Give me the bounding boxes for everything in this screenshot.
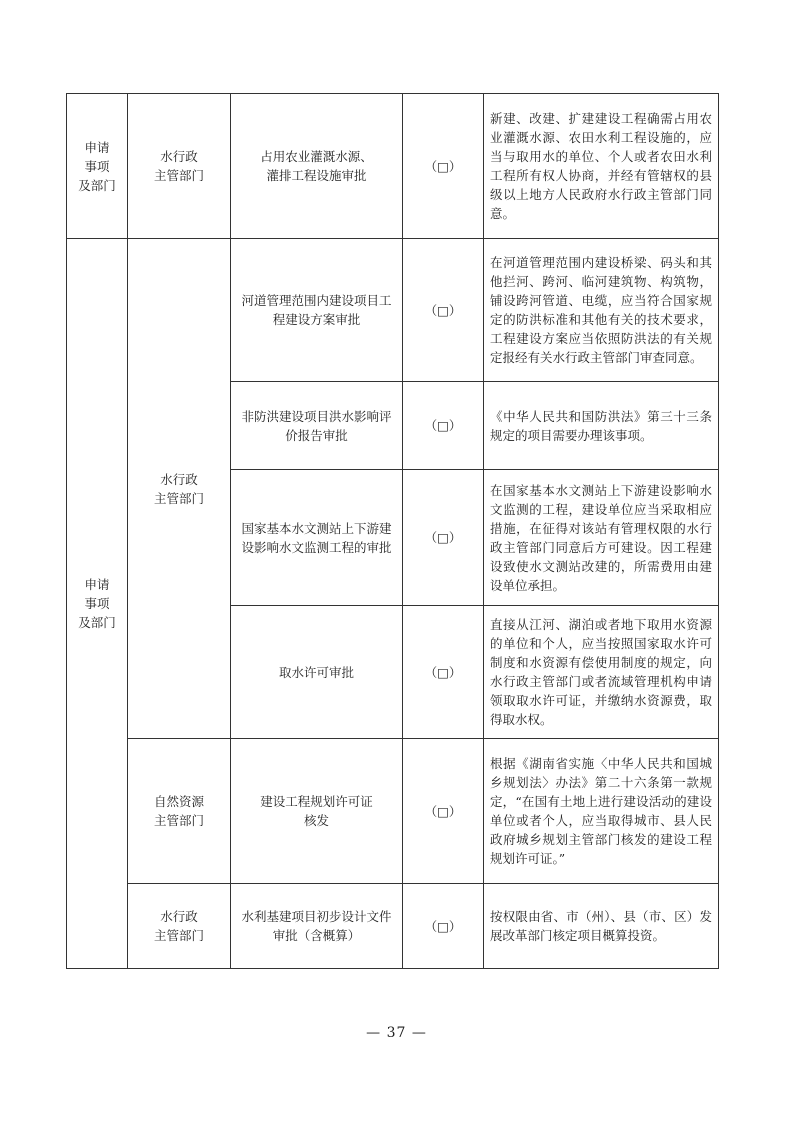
department-cell [128, 94, 231, 239]
description-cell [484, 606, 719, 739]
item-name-cell [231, 739, 403, 884]
description-cell [484, 470, 719, 606]
checkbox-mark: （□） [424, 418, 462, 433]
description-cell [484, 739, 719, 884]
description-cell [484, 94, 719, 239]
department-label: 水行政 主管部门 [153, 909, 204, 943]
description-text: 《中华人民共和国防洪法》第三十三条规定的项目需要办理该事项。 [490, 408, 712, 443]
table-row [67, 884, 719, 969]
description-cell [484, 239, 719, 382]
category-cell [67, 94, 128, 239]
item-name: 水利基建项目初步设计文件审批（含概算） [241, 909, 392, 943]
department-cell [128, 884, 231, 969]
item-name: 非防洪建设项目洪水影响评价报告审批 [241, 408, 392, 443]
description-text: 根据《湖南省实施〈中华人民共和国城乡规划法〉办法》第二十六条第一款规定，“在国有土地上进行建设活动的建设单位或者个人，应当取得城市、县人民政府城乡规划主管部门核发的建设工程规划许可证。” [490, 756, 712, 866]
page-number: — 37 — [366, 1025, 427, 1041]
description-text: 在国家基本水文测站上下游建设影响水文监测的工程，建设单位应当采取相应措施，在征得对该站有管理权限的水行政主管部门同意后方可建设。因工程建设致使水文测站改建的，所需费用由建设单位承担。 [490, 482, 712, 593]
description-text: 在河道管理范围内建设桥梁、码头和其他拦河、跨河、临河建筑物、构筑物，铺设跨河管道、电缆，应当符合国家规定的防洪标准和其他有关的技术要求，工程建设方案应当依照防洪法的有关规定报经有关水行政主管部门审查同意。 [490, 255, 712, 365]
checkbox-mark: （□） [424, 664, 462, 680]
category-label: 申请 事项 及部门 [78, 577, 116, 630]
description-cell [484, 382, 719, 470]
description-cell [484, 884, 719, 969]
item-name-cell [231, 94, 403, 239]
item-name-cell [231, 382, 403, 470]
department-label: 水行政 主管部门 [153, 149, 204, 183]
description-text: 直接从江河、湖泊或者地下取用水资源的单位和个人，应当按照国家取水许可制度和水资源有偿使用制度的规定，向水行政主管部门或者流域管理机构申请领取取水许可证，并缴纳水资源费，取得取水权。 [490, 617, 712, 727]
checkbox-cell [403, 382, 484, 470]
category-label: 申请 事项 及部门 [78, 139, 116, 193]
table-row [67, 239, 719, 382]
category-cell [67, 239, 128, 969]
checkbox-mark: （□） [424, 918, 462, 934]
item-name: 建设工程规划许可证 核发 [260, 794, 373, 828]
department-label: 水行政 主管部门 [153, 471, 204, 506]
department-label: 自然资源 主管部门 [153, 794, 204, 828]
item-name-cell [231, 239, 403, 382]
department-cell [128, 739, 231, 884]
item-name: 占用农业灌溉水源、 灌排工程设施审批 [260, 149, 373, 183]
description-text: 新建、改建、扩建建设工程确需占用农业灌溉水源、农田水利工程设施的，应当与取用水的单位、个人或者农田水利工程所有权人协商，并经有管辖权的县级以上地方人民政府水行政主管部门同意。 [490, 111, 712, 221]
table-row [67, 94, 719, 239]
checkbox-cell [403, 470, 484, 606]
checkbox-mark: （□） [424, 803, 462, 819]
checkbox-cell [403, 94, 484, 239]
checkbox-cell [403, 606, 484, 739]
item-name-cell [231, 606, 403, 739]
checkbox-mark: （□） [424, 158, 462, 174]
description-text: 按权限由省、市（州）、县（市、区）发展改革部门核定项目概算投资。 [490, 909, 712, 943]
item-name-cell [231, 884, 403, 969]
item-name-cell [231, 470, 403, 606]
checkbox-cell [403, 239, 484, 382]
item-name: 取水许可审批 [278, 664, 354, 680]
checkbox-cell [403, 884, 484, 969]
item-name: 国家基本水文测站上下游建设影响水文监测工程的审批 [241, 520, 392, 555]
checkbox-mark: （□） [424, 302, 462, 318]
table-row [67, 739, 719, 884]
approval-items-table [66, 93, 719, 969]
checkbox-mark: （□） [424, 530, 462, 545]
checkbox-cell [403, 739, 484, 884]
item-name: 河道管理范围内建设项目工程建设方案审批 [241, 293, 392, 327]
department-cell [128, 239, 231, 739]
